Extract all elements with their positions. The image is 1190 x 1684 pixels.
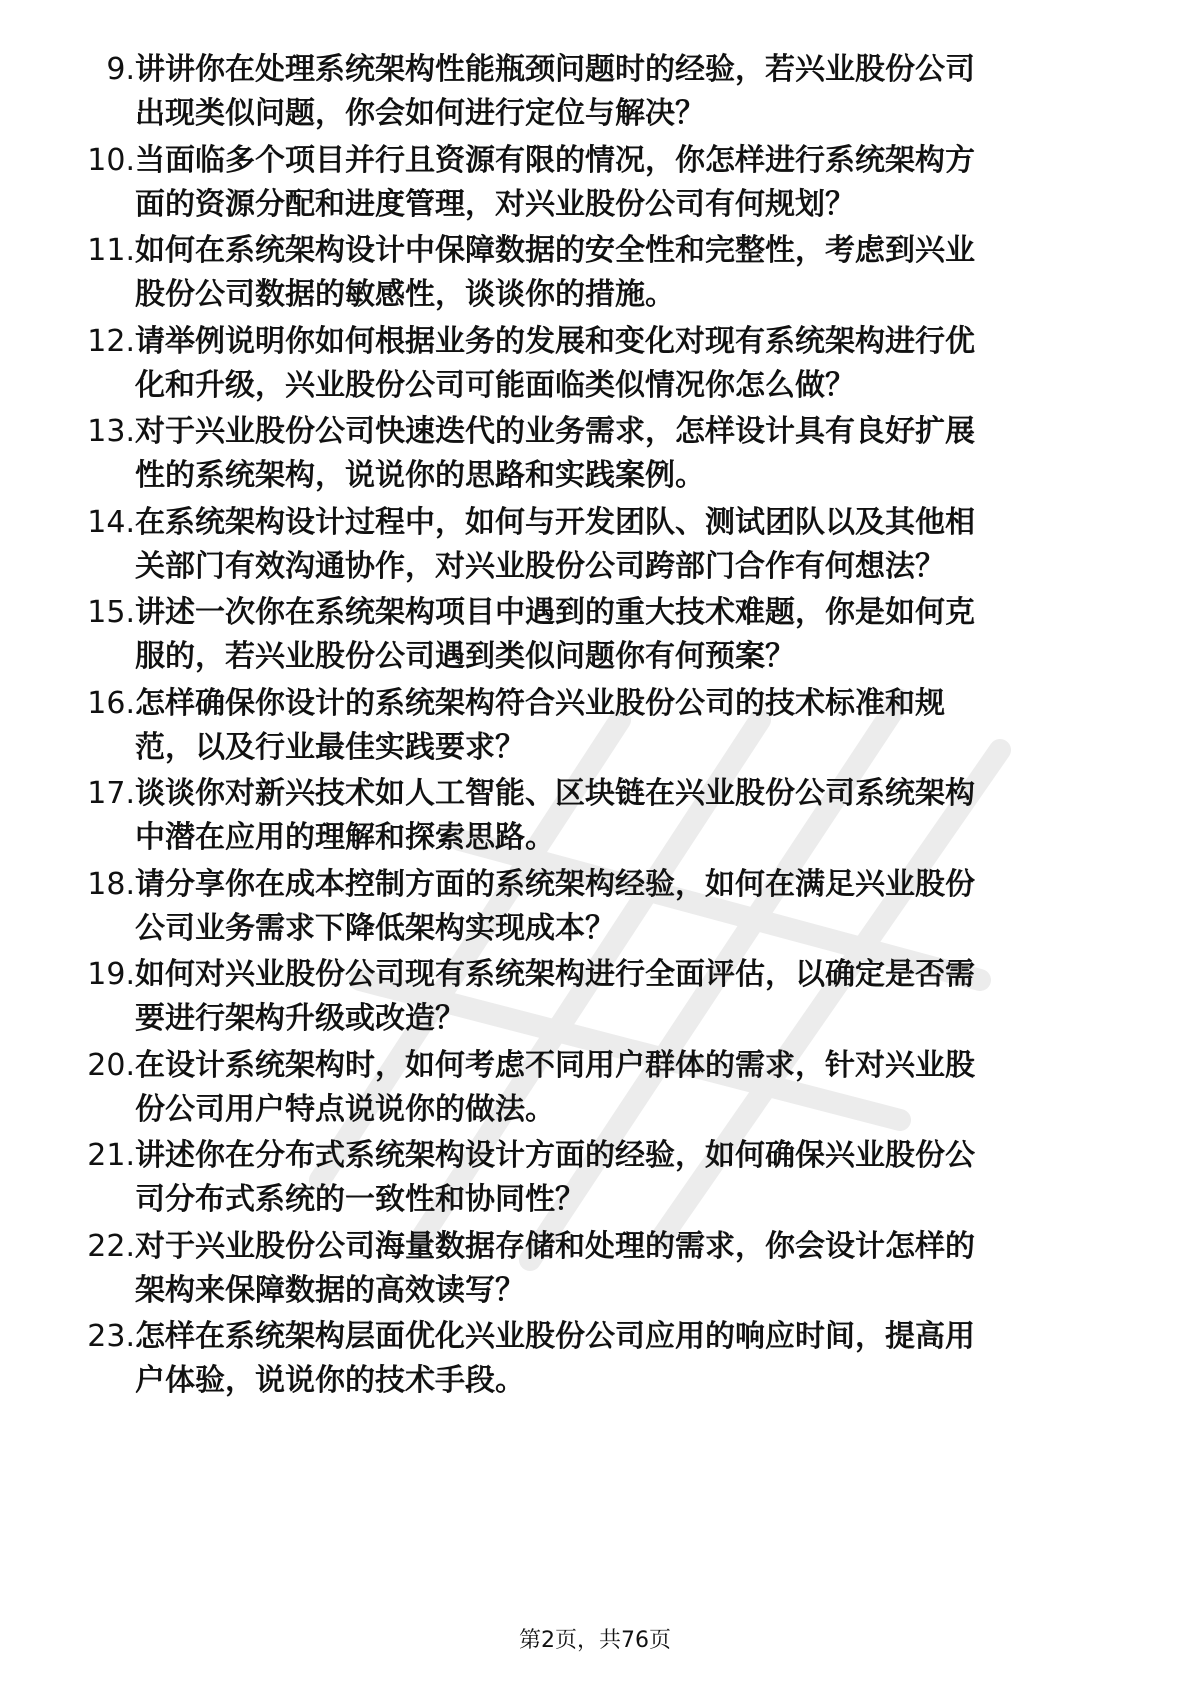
- question-number: 9.: [106, 52, 135, 87]
- question-text-line: 出现类似问题，你会如何进行定位与解决？: [135, 96, 705, 131]
- question-text-line: 对于兴业股份公司快速迭代的业务需求，怎样设计具有良好扩展: [135, 414, 975, 449]
- question-text-line: 性的系统架构，说说你的思路和实践案例。: [135, 458, 705, 493]
- question-text: [135, 772, 1095, 860]
- question-text-line: 户体验，说说你的技术手段。: [135, 1363, 525, 1398]
- question-text: [135, 1225, 1095, 1313]
- question-text-line: 要进行架构升级或改造？: [135, 1001, 465, 1036]
- question-text-line: 讲述你在分布式系统架构设计方面的经验，如何确保兴业股份公: [135, 1138, 975, 1173]
- question-text-line: 司分布式系统的一致性和协同性？: [135, 1182, 585, 1217]
- question-text: [135, 501, 1095, 589]
- question-number: 10.: [87, 142, 135, 178]
- question-number: 18.: [87, 866, 135, 902]
- question-text: [135, 953, 1095, 1041]
- question-text-line: 怎样确保你设计的系统架构符合兴业股份公司的技术标准和规: [135, 685, 945, 721]
- question-text-line: 当面临多个项目并行且资源有限的情况，你怎样进行系统架构方: [135, 142, 975, 178]
- question-text-line: 对于兴业股份公司海量数据存储和处理的需求，你会设计怎样的: [135, 1228, 975, 1264]
- question-text: [135, 591, 1095, 679]
- question-text-line: 讲述一次你在系统架构项目中遇到的重大技术难题，你是如何克: [135, 595, 975, 630]
- question-text-line: 请分享你在成本控制方面的系统架构经验，如何在满足兴业股份: [135, 866, 975, 902]
- question-text-line: 面的资源分配和进度管理，对兴业股份公司有何规划？: [135, 186, 855, 222]
- question-text-line: 中潜在应用的理解和探索思路。: [135, 820, 555, 855]
- page-footer: 第2页，共76页: [519, 1628, 671, 1653]
- question-text: [135, 1134, 1095, 1222]
- question-text-line: 关部门有效沟通协作，对兴业股份公司跨部门合作有何想法？: [135, 548, 945, 584]
- question-text-line: 份公司用户特点说说你的做法。: [135, 1091, 555, 1127]
- question-text: [135, 410, 1095, 498]
- question-text: [135, 1315, 1095, 1403]
- question-number: 13.: [87, 414, 135, 449]
- question-text-line: 如何在系统架构设计中保障数据的安全性和完整性，考虑到兴业: [135, 233, 975, 268]
- question-text-line: 架构来保障数据的高效读写？: [135, 1272, 525, 1308]
- question-number: 20.: [87, 1047, 135, 1083]
- question-text-line: 范，以及行业最佳实践要求？: [135, 729, 525, 765]
- question-text-line: 怎样在系统架构层面优化兴业股份公司应用的响应时间，提高用: [135, 1319, 975, 1354]
- question-text-line: 在设计系统架构时，如何考虑不同用户群体的需求，针对兴业股: [135, 1047, 975, 1083]
- question-number: 19.: [87, 957, 135, 992]
- question-text: [135, 229, 1095, 317]
- question-number: 17.: [87, 776, 135, 811]
- question-text-line: 讲讲你在处理系统架构性能瓶颈问题时的经验，若兴业股份公司: [135, 52, 975, 87]
- question-text: [135, 1044, 1095, 1132]
- question-number: 22.: [87, 1228, 135, 1264]
- question-text: [135, 320, 1095, 408]
- question-text-line: 股份公司数据的敏感性，谈谈你的措施。: [135, 277, 675, 312]
- question-number: 23.: [87, 1319, 135, 1354]
- question-text-line: 谈谈你对新兴技术如人工智能、区块链在兴业股份公司系统架构: [135, 776, 975, 811]
- question-text-line: 服的，若兴业股份公司遇到类似问题你有何预案？: [135, 639, 795, 674]
- question-text: [135, 863, 1095, 951]
- question-number: 11.: [87, 233, 135, 268]
- question-number: 16.: [87, 685, 135, 721]
- question-text-line: 化和升级，兴业股份公司可能面临类似情况你怎么做？: [135, 367, 855, 403]
- question-text-line: 公司业务需求下降低架构实现成本？: [135, 910, 615, 946]
- question-text: [135, 682, 1095, 770]
- question-number: 12.: [87, 323, 135, 359]
- question-text: [135, 48, 1095, 136]
- question-text-line: 请举例说明你如何根据业务的发展和变化对现有系统架构进行优: [135, 323, 975, 359]
- question-text-line: 在系统架构设计过程中，如何与开发团队、测试团队以及其他相: [135, 504, 975, 540]
- question-number: 14.: [87, 504, 135, 540]
- question-number: 15.: [87, 595, 135, 630]
- question-number: 21.: [87, 1138, 135, 1173]
- question-text: [135, 139, 1095, 227]
- question-text-line: 如何对兴业股份公司现有系统架构进行全面评估，以确定是否需: [135, 957, 975, 992]
